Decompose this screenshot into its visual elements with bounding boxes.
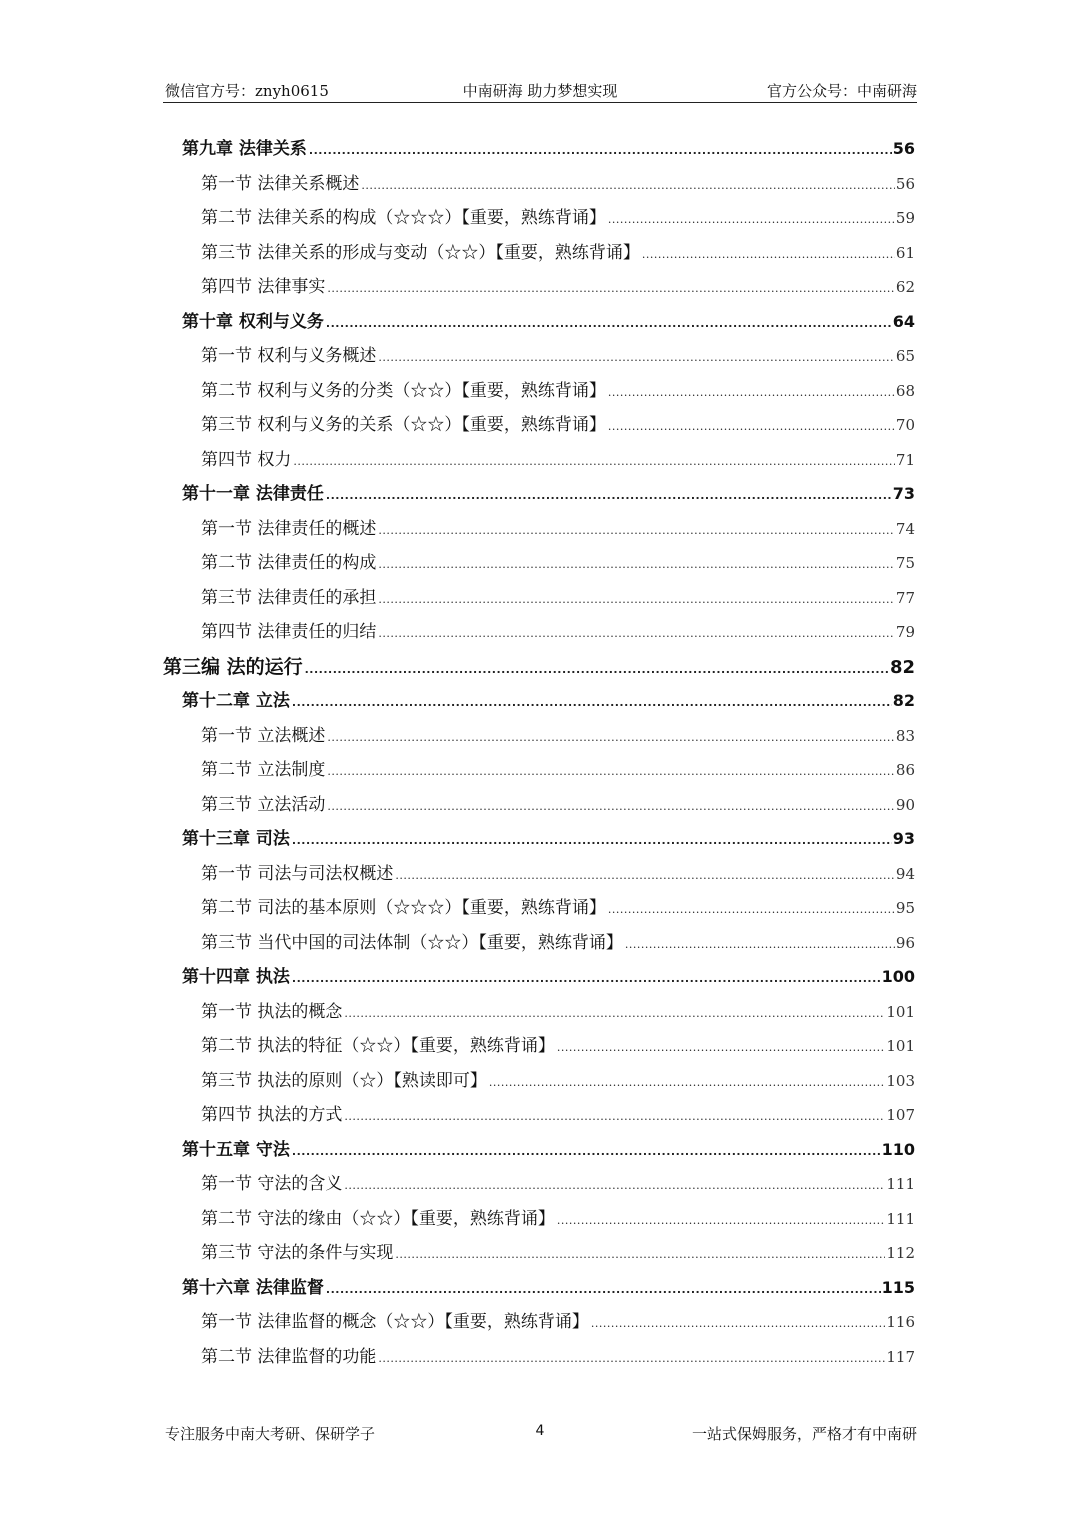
toc-entry-page-number: 71: [895, 450, 915, 469]
toc-entry-page-number: 56: [892, 139, 915, 158]
toc-section-entry[interactable]: [163, 1340, 915, 1375]
table-of-contents: [163, 132, 915, 1374]
toc-chapter-entry[interactable]: [163, 1271, 915, 1306]
dot-leader: [327, 272, 895, 307]
toc-entry-page-number: 61: [895, 243, 915, 262]
dot-leader: [608, 376, 895, 411]
toc-entry-title: 第十六章 法律监督: [182, 1277, 324, 1298]
toc-entry-title: 第一节 司法与司法权概述: [201, 863, 394, 884]
header-slogan: 中南研海 助力梦想实现: [462, 82, 618, 100]
toc-section-entry[interactable]: [163, 753, 915, 788]
toc-entry-page-number: 75: [895, 554, 915, 572]
toc-chapter-entry[interactable]: [163, 684, 915, 719]
toc-section-entry[interactable]: [163, 1167, 915, 1202]
toc-entry-page-number: 86: [895, 761, 915, 779]
dot-leader: [378, 341, 895, 376]
dot-leader: [292, 962, 881, 997]
toc-entry-page-number: 64: [892, 311, 915, 331]
toc-entry-title: 第二节 法律责任的构成: [201, 553, 377, 573]
toc-section-entry[interactable]: [163, 270, 915, 305]
toc-entry-title: 第二节 执法的特征（☆☆）【重要，熟练背诵】: [201, 1036, 555, 1056]
toc-entry-title: 第三节 权利与义务的关系（☆☆）【重要，熟练背诵】: [201, 415, 606, 435]
toc-entry-page-number: 74: [895, 519, 915, 538]
toc-chapter-entry[interactable]: [163, 822, 915, 857]
toc-entry-page-number: 110: [881, 1139, 915, 1159]
toc-entry-page-number: 70: [895, 416, 915, 434]
toc-section-entry[interactable]: [163, 1236, 915, 1271]
toc-entry-title: 第二节 立法制度: [201, 760, 326, 780]
dot-leader: [327, 790, 895, 825]
toc-entry-title: 第三节 守法的条件与实现: [201, 1243, 394, 1263]
dot-leader: [378, 1342, 885, 1377]
toc-entry-title: 第一节 法律责任的概述: [201, 518, 377, 539]
dot-leader: [625, 928, 895, 963]
toc-section-entry[interactable]: [163, 857, 915, 892]
toc-entry-page-number: 107: [886, 1106, 915, 1124]
toc-entry-page-number: 82: [892, 691, 915, 710]
page-footer: [163, 1423, 917, 1443]
toc-entry-page-number: 56: [895, 174, 915, 193]
toc-entry-title: 第十二章 立法: [182, 691, 290, 711]
dot-leader: [326, 479, 892, 514]
page-number: 4: [535, 1423, 545, 1439]
toc-chapter-entry[interactable]: [163, 960, 915, 995]
dot-leader: [489, 1066, 885, 1101]
toc-section-entry[interactable]: [163, 408, 915, 443]
dot-leader: [292, 686, 892, 721]
dot-leader: [344, 1100, 885, 1135]
dot-leader: [305, 653, 889, 688]
toc-entry-title: 第四节 权力: [201, 449, 292, 470]
dot-leader: [378, 617, 895, 652]
toc-entry-title: 第二节 司法的基本原则（☆☆☆）【重要，熟练背诵】: [201, 898, 606, 918]
toc-entry-page-number: 103: [886, 1071, 915, 1090]
toc-entry-page-number: 116: [886, 1313, 915, 1331]
toc-entry-title: 第一节 守法的含义: [201, 1174, 343, 1194]
dot-leader: [608, 203, 895, 238]
toc-entry-page-number: 115: [881, 1277, 915, 1297]
header-wechat-id: 微信官方号：znyh0615: [165, 82, 329, 100]
toc-entry-title: 第十五章 守法: [182, 1139, 290, 1160]
toc-section-entry[interactable]: [163, 1029, 915, 1064]
toc-entry-page-number: 94: [895, 864, 915, 883]
toc-section-entry[interactable]: [163, 339, 915, 374]
toc-entry-page-number: 100: [881, 967, 915, 986]
toc-section-entry[interactable]: [163, 995, 915, 1030]
toc-entry-page-number: 96: [895, 933, 915, 952]
toc-entry-page-number: 112: [886, 1244, 915, 1262]
dot-leader: [378, 548, 895, 583]
toc-entry-page-number: 77: [895, 588, 915, 607]
footer-right-text: 一站式保姆服务，严格才有中南研: [691, 1425, 917, 1443]
dot-leader: [327, 755, 895, 790]
toc-section-entry[interactable]: [163, 546, 915, 581]
toc-entry-title: 第九章 法律关系: [182, 139, 307, 159]
dot-leader: [293, 445, 895, 480]
dot-leader: [326, 307, 892, 342]
toc-entry-title: 第四节 执法的方式: [201, 1105, 343, 1125]
toc-entry-page-number: 101: [886, 1037, 915, 1055]
dot-leader: [309, 134, 892, 169]
dot-leader: [378, 583, 895, 618]
dot-leader: [395, 859, 895, 894]
toc-section-entry[interactable]: [163, 1202, 915, 1237]
toc-section-entry[interactable]: [163, 926, 915, 961]
toc-entry-page-number: 83: [895, 726, 915, 745]
dot-leader: [378, 514, 895, 549]
toc-section-entry[interactable]: [163, 788, 915, 823]
toc-entry-title: 第十三章 司法: [182, 829, 290, 849]
toc-entry-page-number: 65: [895, 347, 915, 365]
toc-entry-title: 第一节 权利与义务概述: [201, 346, 377, 366]
dot-leader: [557, 1031, 885, 1066]
toc-entry-title: 第二节 法律监督的功能: [201, 1346, 377, 1367]
dot-leader: [326, 1273, 881, 1308]
toc-section-entry[interactable]: [163, 891, 915, 926]
toc-section-entry[interactable]: [163, 615, 915, 650]
dot-leader: [395, 1238, 885, 1273]
dot-leader: [608, 410, 895, 445]
toc-section-entry[interactable]: [163, 236, 915, 271]
toc-entry-title: 第二节 守法的缘由（☆☆）【重要，熟练背诵】: [201, 1208, 555, 1229]
toc-section-entry[interactable]: [163, 1098, 915, 1133]
toc-section-entry[interactable]: [163, 512, 915, 547]
dot-leader: [642, 238, 895, 273]
dot-leader: [608, 893, 895, 928]
toc-entry-title: 第三编 法的运行: [163, 655, 303, 678]
toc-entry-page-number: 90: [895, 795, 915, 814]
dot-leader: [557, 1204, 885, 1239]
toc-entry-page-number: 82: [889, 656, 915, 678]
toc-entry-title: 第三节 立法活动: [201, 794, 326, 815]
toc-section-entry[interactable]: [163, 1064, 915, 1099]
toc-entry-page-number: 62: [895, 278, 915, 296]
toc-entry-page-number: 68: [895, 381, 915, 400]
toc-entry-title: 第三节 执法的原则（☆）【熟读即可】: [201, 1070, 487, 1091]
toc-section-entry[interactable]: [163, 581, 915, 616]
toc-entry-page-number: 79: [895, 623, 915, 641]
dot-leader: [292, 824, 892, 859]
toc-section-entry[interactable]: [163, 1305, 915, 1340]
toc-section-entry[interactable]: [163, 719, 915, 754]
toc-entry-title: 第三节 法律责任的承担: [201, 587, 377, 608]
toc-entry-title: 第三节 当代中国的司法体制（☆☆）【重要，熟练背诵】: [201, 932, 623, 953]
toc-section-entry[interactable]: [163, 443, 915, 478]
toc-entry-page-number: 117: [886, 1347, 915, 1366]
toc-section-entry[interactable]: [163, 374, 915, 409]
toc-chapter-entry[interactable]: [163, 132, 915, 167]
toc-entry-title: 第一节 法律关系概述: [201, 173, 360, 194]
dot-leader: [591, 1307, 885, 1342]
toc-part-entry[interactable]: [163, 650, 915, 685]
toc-entry-title: 第四节 法律事实: [201, 277, 326, 297]
toc-entry-title: 第三节 法律关系的形成与变动（☆☆）【重要，熟练背诵】: [201, 242, 640, 263]
toc-entry-page-number: 93: [892, 829, 915, 848]
dot-leader: [344, 1169, 885, 1204]
toc-entry-page-number: 101: [886, 1002, 915, 1021]
toc-entry-page-number: 111: [886, 1209, 915, 1228]
toc-entry-title: 第一节 执法的概念: [201, 1001, 343, 1022]
header-official-account: 官方公众号：中南研海: [766, 82, 917, 100]
toc-entry-title: 第四节 法律责任的归结: [201, 622, 377, 642]
toc-chapter-entry[interactable]: [163, 305, 915, 340]
toc-entry-page-number: 73: [892, 484, 915, 503]
toc-entry-title: 第二节 法律关系的构成（☆☆☆）【重要，熟练背诵】: [201, 208, 606, 228]
toc-entry-page-number: 111: [886, 1175, 915, 1193]
dot-leader: [292, 1135, 881, 1170]
toc-chapter-entry[interactable]: [163, 1133, 915, 1168]
toc-entry-title: 第十章 权利与义务: [182, 311, 324, 332]
toc-entry-title: 第一节 法律监督的概念（☆☆）【重要，熟练背诵】: [201, 1312, 589, 1332]
toc-entry-title: 第十四章 执法: [182, 967, 290, 987]
dot-leader: [361, 169, 895, 204]
toc-entry-page-number: 59: [895, 209, 915, 227]
toc-entry-title: 第二节 权利与义务的分类（☆☆）【重要，熟练背诵】: [201, 380, 606, 401]
toc-section-entry[interactable]: [163, 201, 915, 236]
toc-entry-page-number: 95: [895, 899, 915, 917]
toc-entry-title: 第十一章 法律责任: [182, 484, 324, 504]
footer-left-text: 专注服务中南大考研、保研学子: [165, 1425, 376, 1443]
toc-chapter-entry[interactable]: [163, 477, 915, 512]
dot-leader: [344, 997, 885, 1032]
toc-entry-title: 第一节 立法概述: [201, 725, 326, 746]
page-header: [163, 78, 917, 103]
toc-section-entry[interactable]: [163, 167, 915, 202]
dot-leader: [327, 721, 895, 756]
